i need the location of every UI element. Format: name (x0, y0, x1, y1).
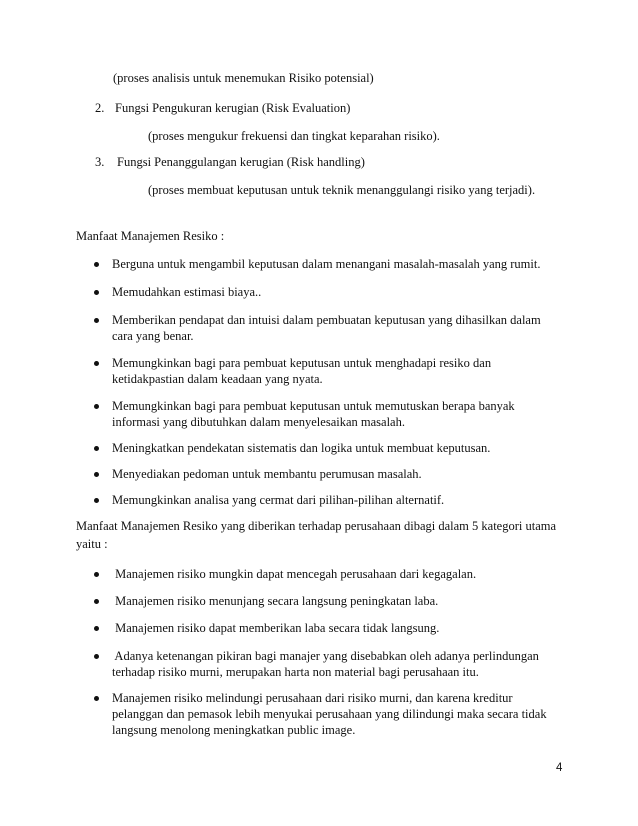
perusahaan-item-4-line-2: terhadap risiko murni, merupakan harta non material bagi perusahaan itu. (112, 665, 479, 679)
manfaat-item-5-line-1: Memungkinkan bagi para pembuat keputusan untuk memutuskan berapa banyak (112, 399, 515, 413)
perusahaan-item-5-line-2: pelanggan dan pemasok lebih menyukai perusahaan yang dilindungi maka secara tidak (112, 707, 547, 721)
manfaat-item-2: Memudahkan estimasi biaya.. (112, 285, 262, 299)
manfaat-item-8: Memungkinkan analisa yang cermat dari pilihan-pilihan alternatif. (112, 493, 445, 507)
bullet-dot (94, 498, 99, 503)
function-1-description: (proses analisis untuk menemukan Risiko potensial) (113, 71, 374, 85)
manfaat-item-4-line-2: ketidakpastian dalam keadaan yang nyata. (112, 372, 323, 386)
bullet-dot (94, 599, 99, 604)
function-2-description: (proses mengukur frekuensi dan tingkat keparahan risiko). (148, 129, 440, 143)
bullet-dot (94, 626, 99, 631)
bullet-dot (94, 654, 99, 659)
bullet-dot (94, 472, 99, 477)
manfaat-item-7: Menyediakan pedoman untuk membantu perumusan masalah. (112, 467, 422, 481)
page-number: 4 (556, 762, 563, 774)
bullet-dot (94, 290, 99, 295)
manfaat-item-1: Berguna untuk mengambil keputusan dalam menangani masalah-masalah yang rumit. (112, 257, 541, 271)
function-2-title: Fungsi Pengukuran kerugian (Risk Evaluation) (115, 101, 351, 115)
function-3-description: (proses membuat keputusan untuk teknik menanggulangi risiko yang terjadi). (148, 183, 536, 197)
manfaat-heading: Manfaat Manajemen Resiko : (76, 229, 225, 243)
bullet-dot (94, 572, 99, 577)
manfaat-item-3-line-1: Memberikan pendapat dan intuisi dalam pembuatan keputusan yang dihasilkan dalam (112, 313, 541, 327)
manfaat-item-6: Meningkatkan pendekatan sistematis dan logika untuk membuat keputusan. (112, 441, 491, 455)
function-3-title: Fungsi Penanggulangan kerugian (Risk handling) (117, 155, 365, 169)
perusahaan-heading-line-1: Manfaat Manajemen Resiko yang diberikan terhadap perusahaan dibagi dalam 5 kategori utama (76, 519, 557, 533)
manfaat-item-5-line-2: informasi yang dibutuhkan dalam menyelesaikan masalah. (112, 415, 405, 429)
perusahaan-item-2: Manajemen risiko menunjang secara langsung peningkatan laba. (112, 594, 439, 608)
perusahaan-item-3: Manajemen risiko dapat memberikan laba secara tidak langsung. (112, 621, 440, 635)
perusahaan-heading-line-2: yaitu : (76, 537, 108, 551)
bullet-dot (94, 318, 99, 323)
bullet-dot (94, 262, 99, 267)
perusahaan-item-5-line-3: langsung menolong meningkatkan public image. (112, 723, 356, 737)
function-3-number: 3. (95, 155, 105, 169)
perusahaan-item-4-line-1: Adanya ketenangan pikiran bagi manajer yang disebabkan oleh adanya perlindungan (112, 649, 539, 663)
manfaat-item-3-line-2: cara yang benar. (112, 329, 194, 343)
perusahaan-item-1: Manajemen risiko mungkin dapat mencegah perusahaan dari kegagalan. (112, 567, 477, 581)
manfaat-item-4-line-1: Memungkinkan bagi para pembuat keputusan untuk menghadapi resiko dan (112, 356, 492, 370)
function-2-number: 2. (95, 101, 105, 115)
perusahaan-item-5-line-1: Manajemen risiko melindungi perusahaan dari risiko murni, dan karena kreditur (112, 691, 513, 705)
bullet-dot (94, 361, 99, 366)
bullet-dot (94, 446, 99, 451)
bullet-dot (94, 404, 99, 409)
bullet-dot (94, 696, 99, 701)
